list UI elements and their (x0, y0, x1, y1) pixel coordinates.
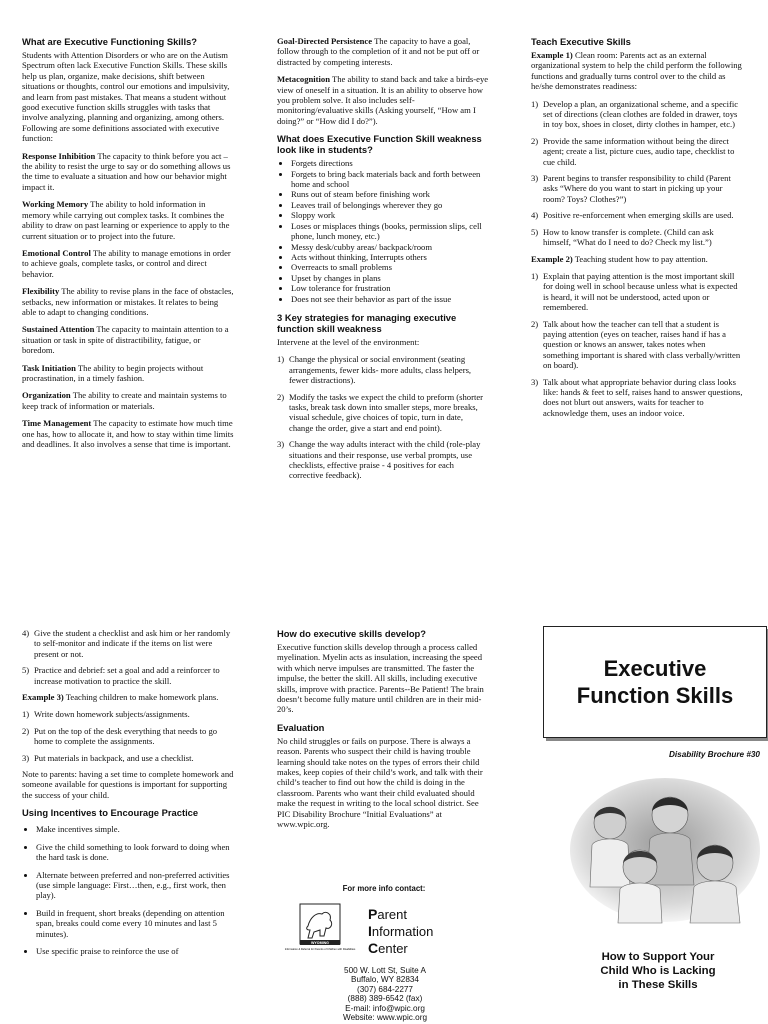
definition-item (22, 151, 234, 193)
evaluation-paragraph: No child struggles or fails on purpose. There is always a reason. Parents who suspect their child is having trouble learning should take notes on the types of errors their child makes, keep copies of their child’s work, and talk with their child’s teacher to find out how the child is doing in the classroom. Parents who want their child evaluated should make the request in writing to the local school district. See PIC Disability Brochure “Initial Evaluations” at www.wpic.org. (277, 735, 483, 830)
item-number: 5) (22, 665, 30, 676)
org-line-1 (368, 906, 433, 923)
item-number: 1) (531, 98, 539, 109)
item-number: 4) (531, 210, 539, 221)
item-text: Explain that paying attention is the most important skill for doing well in school because unless what is expected is heard, it will not be understood, acted upon or remembered. (543, 270, 738, 313)
section-heading-develop: How do executive skills develop? (277, 628, 427, 639)
bullet-item: • Runs out of steam before finishing work (291, 189, 489, 199)
tagline-line-1: How to Support Your (601, 951, 715, 963)
definition-item (22, 390, 234, 411)
tagline-line-2: Child Who is Lacking (600, 965, 716, 977)
example3-list (22, 709, 234, 763)
item-text: Talk about what appropriate behavior during class looks like: hands & feet to self, raises hand to answer questions, does not blurt out answers, waits for teacher to acknowledge them, uses an indoor voice. (543, 376, 743, 418)
item-text: Parent begins to transfer responsibility to child (Parent asks “Where do you want to start in picking up your room? Toys? Clothes?”) (543, 173, 731, 204)
org-initial-letter: C (368, 940, 379, 956)
tagline-line-3: in These Skills (618, 979, 698, 991)
definition-text: The ability to hold information in memory while carrying out complex tasks. It combines the ability to draw on past learning or experience to apply to the current situation or to project into the future. (22, 199, 230, 241)
bullet-item: • Alternate between preferred and non-preferred activities (use simple language: First…then, e.g., first work, then play). (36, 870, 234, 901)
example2-list (531, 271, 743, 418)
numbered-item (22, 753, 234, 763)
example1-text: Clean room: Parents act as an external organizational system to help the child perform the following functions and gradually turns control over to the child as he/she demonstrates readiness: (531, 50, 742, 92)
strategies-list (277, 354, 489, 480)
item-text: Practice and debrief: set a goal and add a reinforcer to increase motivation to practice the skill. (34, 665, 220, 686)
numbered-item (531, 227, 743, 248)
item-text: Put on the top of the desk everything that needs to go home to complete the assignments. (34, 725, 218, 747)
children-photo (570, 775, 760, 925)
definition-item (22, 324, 234, 355)
definition-item (22, 248, 234, 279)
section-heading-teach: Teach Executive Skills (531, 36, 631, 47)
definition-text: The ability to revise plans in the face of obstacles, setbacks, new information or mistakes. It relates to being able to adapt to changing conditions. (22, 286, 234, 317)
definition-text: The ability to begin projects without procrastination, in a timely fashion. (22, 362, 204, 383)
column-homework (22, 628, 234, 1024)
contact-address (320, 966, 450, 1022)
bullet-item: • Build in frequent, short breaks (depending on attention span, breaks could come every 10 minutes and last 5 minutes). (36, 908, 234, 939)
strategies-intro: Intervene at the level of the environment: (277, 336, 420, 347)
column-definitions (22, 36, 234, 556)
definition-item (277, 36, 489, 67)
item-text: Give the student a checklist and ask him or her randomly to self-monitor and indicate if the items on list were present or not. (34, 628, 231, 659)
address-line: Buffalo, WY 82834 (351, 975, 419, 985)
item-text: Change the physical or social environment (seating arrangements, fewer kids- more adults, class helpers, fewer distractions). (289, 354, 472, 386)
bullet-item: • Leaves trail of belongings wherever they go (291, 200, 489, 210)
section-heading-incentives: Using Incentives to Encourage Practice (22, 807, 199, 819)
definition-term: Goal-Directed Persistence (277, 36, 373, 46)
item-number: 1) (277, 354, 285, 365)
item-number: 3) (22, 752, 30, 763)
incentives-list (22, 824, 234, 956)
child-figure-3 (618, 850, 662, 923)
wyoming-logo (284, 902, 362, 958)
example1-label: Example 1) (531, 50, 573, 60)
brochure-number: Disability Brochure #30 (668, 750, 760, 759)
section-heading-evaluation: Evaluation (277, 721, 325, 733)
definition-term: Metacognition (277, 74, 330, 85)
example3-text: Teaching children to make homework plans. (65, 692, 219, 703)
item-text: Provide the same information without being the direct agent; create a list, picture cues, audio tape, checklist to cue child. (543, 135, 735, 167)
numbered-item (531, 319, 743, 371)
horse-and-rider-icon (307, 912, 332, 938)
item-text: Modify the tasks we expect the child to preform (shorter tasks, break task down into smaller steps, more breaks, visual schedule, give choices of topic, turn in date, change the order, give a start and end point). (289, 391, 484, 433)
section-heading-what-are: What are Executive Functioning Skills? (22, 36, 198, 47)
definition-item (22, 418, 234, 449)
example2-paragraph (531, 254, 743, 264)
intro-paragraph: Students with Attention Disorders or who are on the Autism Spectrum often lack Executive Function Skills. These skills help us plan, organize, make decisions, shift between situations or thoughts, control our emotions and impulsivity, and learn from past mistakes. That means a student without good executive function skills struggles with tasks that involve analyzing, planning and organizing, among others. Following are some definitions associated with executive function: (22, 50, 230, 144)
definition-term: Organization (22, 390, 71, 401)
title-line-2: Function Skills (576, 683, 734, 708)
bullet-item: • Low tolerance for frustration (291, 283, 489, 293)
definition-term: Response Inhibition (22, 150, 96, 161)
numbered-item (531, 210, 743, 220)
item-number: 1) (22, 709, 30, 720)
item-text: Talk about how the teacher can tell that a student is paying attention (eyes on teacher, raises hand if has a question or knows an answer, takes notes when something important is shared with class verbally/written on board). (543, 318, 741, 371)
definition-text: The capacity to have a goal, follow through to the completion of it and not be put off or distracted by competing interests. (277, 36, 480, 67)
item-number: 3) (531, 173, 539, 184)
numbered-item (531, 377, 743, 419)
example3-label: Example 3) (22, 692, 64, 703)
address-line: Website: www.wpic.org (342, 1013, 428, 1023)
item-text: Put materials in backpack, and use a checklist. (34, 752, 194, 763)
numbered-item (22, 709, 234, 719)
bullet-item: • Sloppy work (291, 210, 489, 220)
numbered-item (277, 354, 489, 385)
definition-text: The ability to create and maintain systems to keep track of information or materials. (22, 390, 227, 411)
item-text: Positive re-enforcement when emerging skills are used. (543, 210, 734, 221)
child-figure-4 (690, 845, 740, 923)
bullet-item: • Overreacts to small problems (291, 262, 489, 272)
logo-text: WYOMING (311, 941, 329, 945)
weakness-list (277, 158, 489, 304)
bullet-item: • Upset by changes in plans (291, 273, 489, 283)
definition-text: The capacity to estimate how much time one has, how to allocate it, and how to stay within time limits and deadlines. It also involves a sense that time is important. (22, 418, 234, 449)
definition-item (277, 74, 489, 126)
address-line: E-mail: info@wpic.org (345, 1003, 425, 1013)
org-name (368, 906, 433, 957)
item-number: 2) (531, 135, 539, 146)
numbered-item (531, 173, 743, 204)
item-text: Develop a plan, an organizational scheme, and a specific set of directions (clean clothes are folded in drawer, toys in toy box, shoes in closet, dirty clothes in hamper, etc.) (543, 98, 739, 130)
brochure-title-box (543, 626, 767, 738)
definition-term: Sustained Attention (22, 324, 95, 335)
address-line: (307) 684-2277 (357, 984, 413, 994)
example2-label: Example 2) (531, 253, 573, 264)
numbered-item (277, 392, 489, 434)
org-line-2 (368, 923, 433, 940)
column-teach-skills (531, 36, 743, 556)
item-number: 3) (277, 439, 285, 450)
definition-item (22, 199, 234, 241)
item-number: 4) (22, 628, 30, 638)
bullet-item: • Give the child something to look forward to doing when the hard task is done. (36, 842, 234, 863)
bullet-item: • Does not see their behavior as part of the issue (291, 294, 489, 304)
definitions-list-continued (277, 36, 489, 126)
bullet-item: • Use specific praise to reinforce the use of (36, 946, 234, 956)
org-name-text: Center (368, 940, 408, 956)
example2-continued-list (22, 628, 234, 686)
contact-heading: For more info contact: (342, 884, 426, 893)
section-heading-strategies: 3 Key strategies for managing executive function skill weakness (277, 311, 457, 334)
address-line: 500 W. Lott St, Suite A (344, 966, 426, 975)
column-develop-evaluation (277, 628, 489, 880)
example2-text: Teaching student how to pay attention. (574, 253, 708, 264)
org-line-3 (368, 940, 433, 957)
numbered-item (22, 628, 234, 659)
brochure-tagline (560, 950, 756, 992)
definition-text: The capacity to think before you act – the ability to resist the urge to say or do something allows us the time to evaluate a situation and how our behavior might impact it. (22, 150, 231, 192)
definitions-list (22, 151, 234, 450)
definition-term: Working Memory (22, 199, 89, 210)
parents-note: Note to parents: having a set time to complete homework and someone available for questions is important for supporting the success of your child. (22, 769, 234, 800)
definition-text: The ability to stand back and take a birds-eye view of oneself in a situation. It is an ability to observe how you problem solve. It also includes self-monitoring/evaluative skills (Asking yourself, “How am I doing?” or “How did I do?”). (277, 74, 489, 126)
item-number: 3) (531, 376, 539, 387)
org-initial-letter: I (368, 923, 372, 939)
org-name-text: Parent (368, 906, 407, 922)
definition-term: Flexibility (22, 286, 60, 297)
numbered-item (531, 136, 743, 167)
numbered-item (277, 439, 489, 481)
example1-list (531, 99, 743, 248)
definition-text: The ability to manage emotions in order to achieve goals, complete tasks, or control and direct behavior. (22, 247, 231, 279)
example1-paragraph (531, 50, 743, 92)
column-weakness-strategies (277, 36, 489, 556)
item-number: 5) (531, 226, 539, 237)
item-text: How to know transfer is complete. (Child can ask himself, “What do I need to do? Check my list.”) (543, 226, 714, 248)
address-line: (888) 389-6542 (fax) (347, 994, 423, 1004)
definition-term: Task Initiation (22, 362, 76, 373)
item-number: 2) (531, 318, 539, 329)
bullet-item: • Messy desk/cubby areas/ backpack/room (291, 242, 489, 252)
definition-term: Emotional Control (22, 247, 91, 258)
bullet-item: • Forgets to bring back materials back and forth between home and school (291, 169, 489, 190)
item-number: 2) (22, 725, 30, 736)
bullet-item: • Make incentives simple. (36, 824, 234, 834)
item-text: Change the way adults interact with the child (role-play situations and their response, use verbal prompts, use checklists, effective praise - 4 positives for each corrective feedback). (289, 439, 481, 481)
item-number: 2) (277, 391, 285, 402)
bullet-item: • Forgets directions (291, 158, 489, 168)
item-text: Write down homework subjects/assignments. (34, 709, 190, 720)
logo-subtext: Information & Referral for Parents of Children with Disabilities (284, 948, 356, 951)
item-number: 1) (531, 270, 539, 281)
bullet-item: • Loses or misplaces things (books, permission slips, cell phone, lunch money, etc.) (291, 221, 489, 242)
numbered-item (531, 271, 743, 313)
develop-paragraph: Executive function skills develop through a process called myelination. Myelin acts as insulation, increasing the speed with which nerve impulses are transmitted. The faster the impulse, the better the skill. All skills, including executive skills, improve with practice. Parents--Be Patient! The brain doesn’t become fully mature until children are in their mid-20’s. (277, 642, 484, 715)
definition-term: Time Management (22, 418, 92, 429)
definition-text: The capacity to maintain attention to a situation or task in spite of distractibility, fatigue, or boredom. (22, 324, 229, 356)
child-figure-1 (590, 807, 630, 887)
title-line-1: Executive (603, 656, 707, 681)
org-name-text: Information (368, 923, 434, 939)
numbered-item (531, 99, 743, 130)
numbered-item (22, 726, 234, 747)
definition-item (22, 286, 234, 317)
numbered-item (22, 665, 234, 686)
section-heading-weakness: What does Executive Function Skill weakness look like in students? (277, 133, 482, 156)
example3-paragraph (22, 692, 234, 702)
definition-item (22, 363, 234, 384)
bullet-item: • Acts without thinking, Interrupts others (291, 252, 489, 262)
org-initial-letter: P (368, 906, 378, 922)
